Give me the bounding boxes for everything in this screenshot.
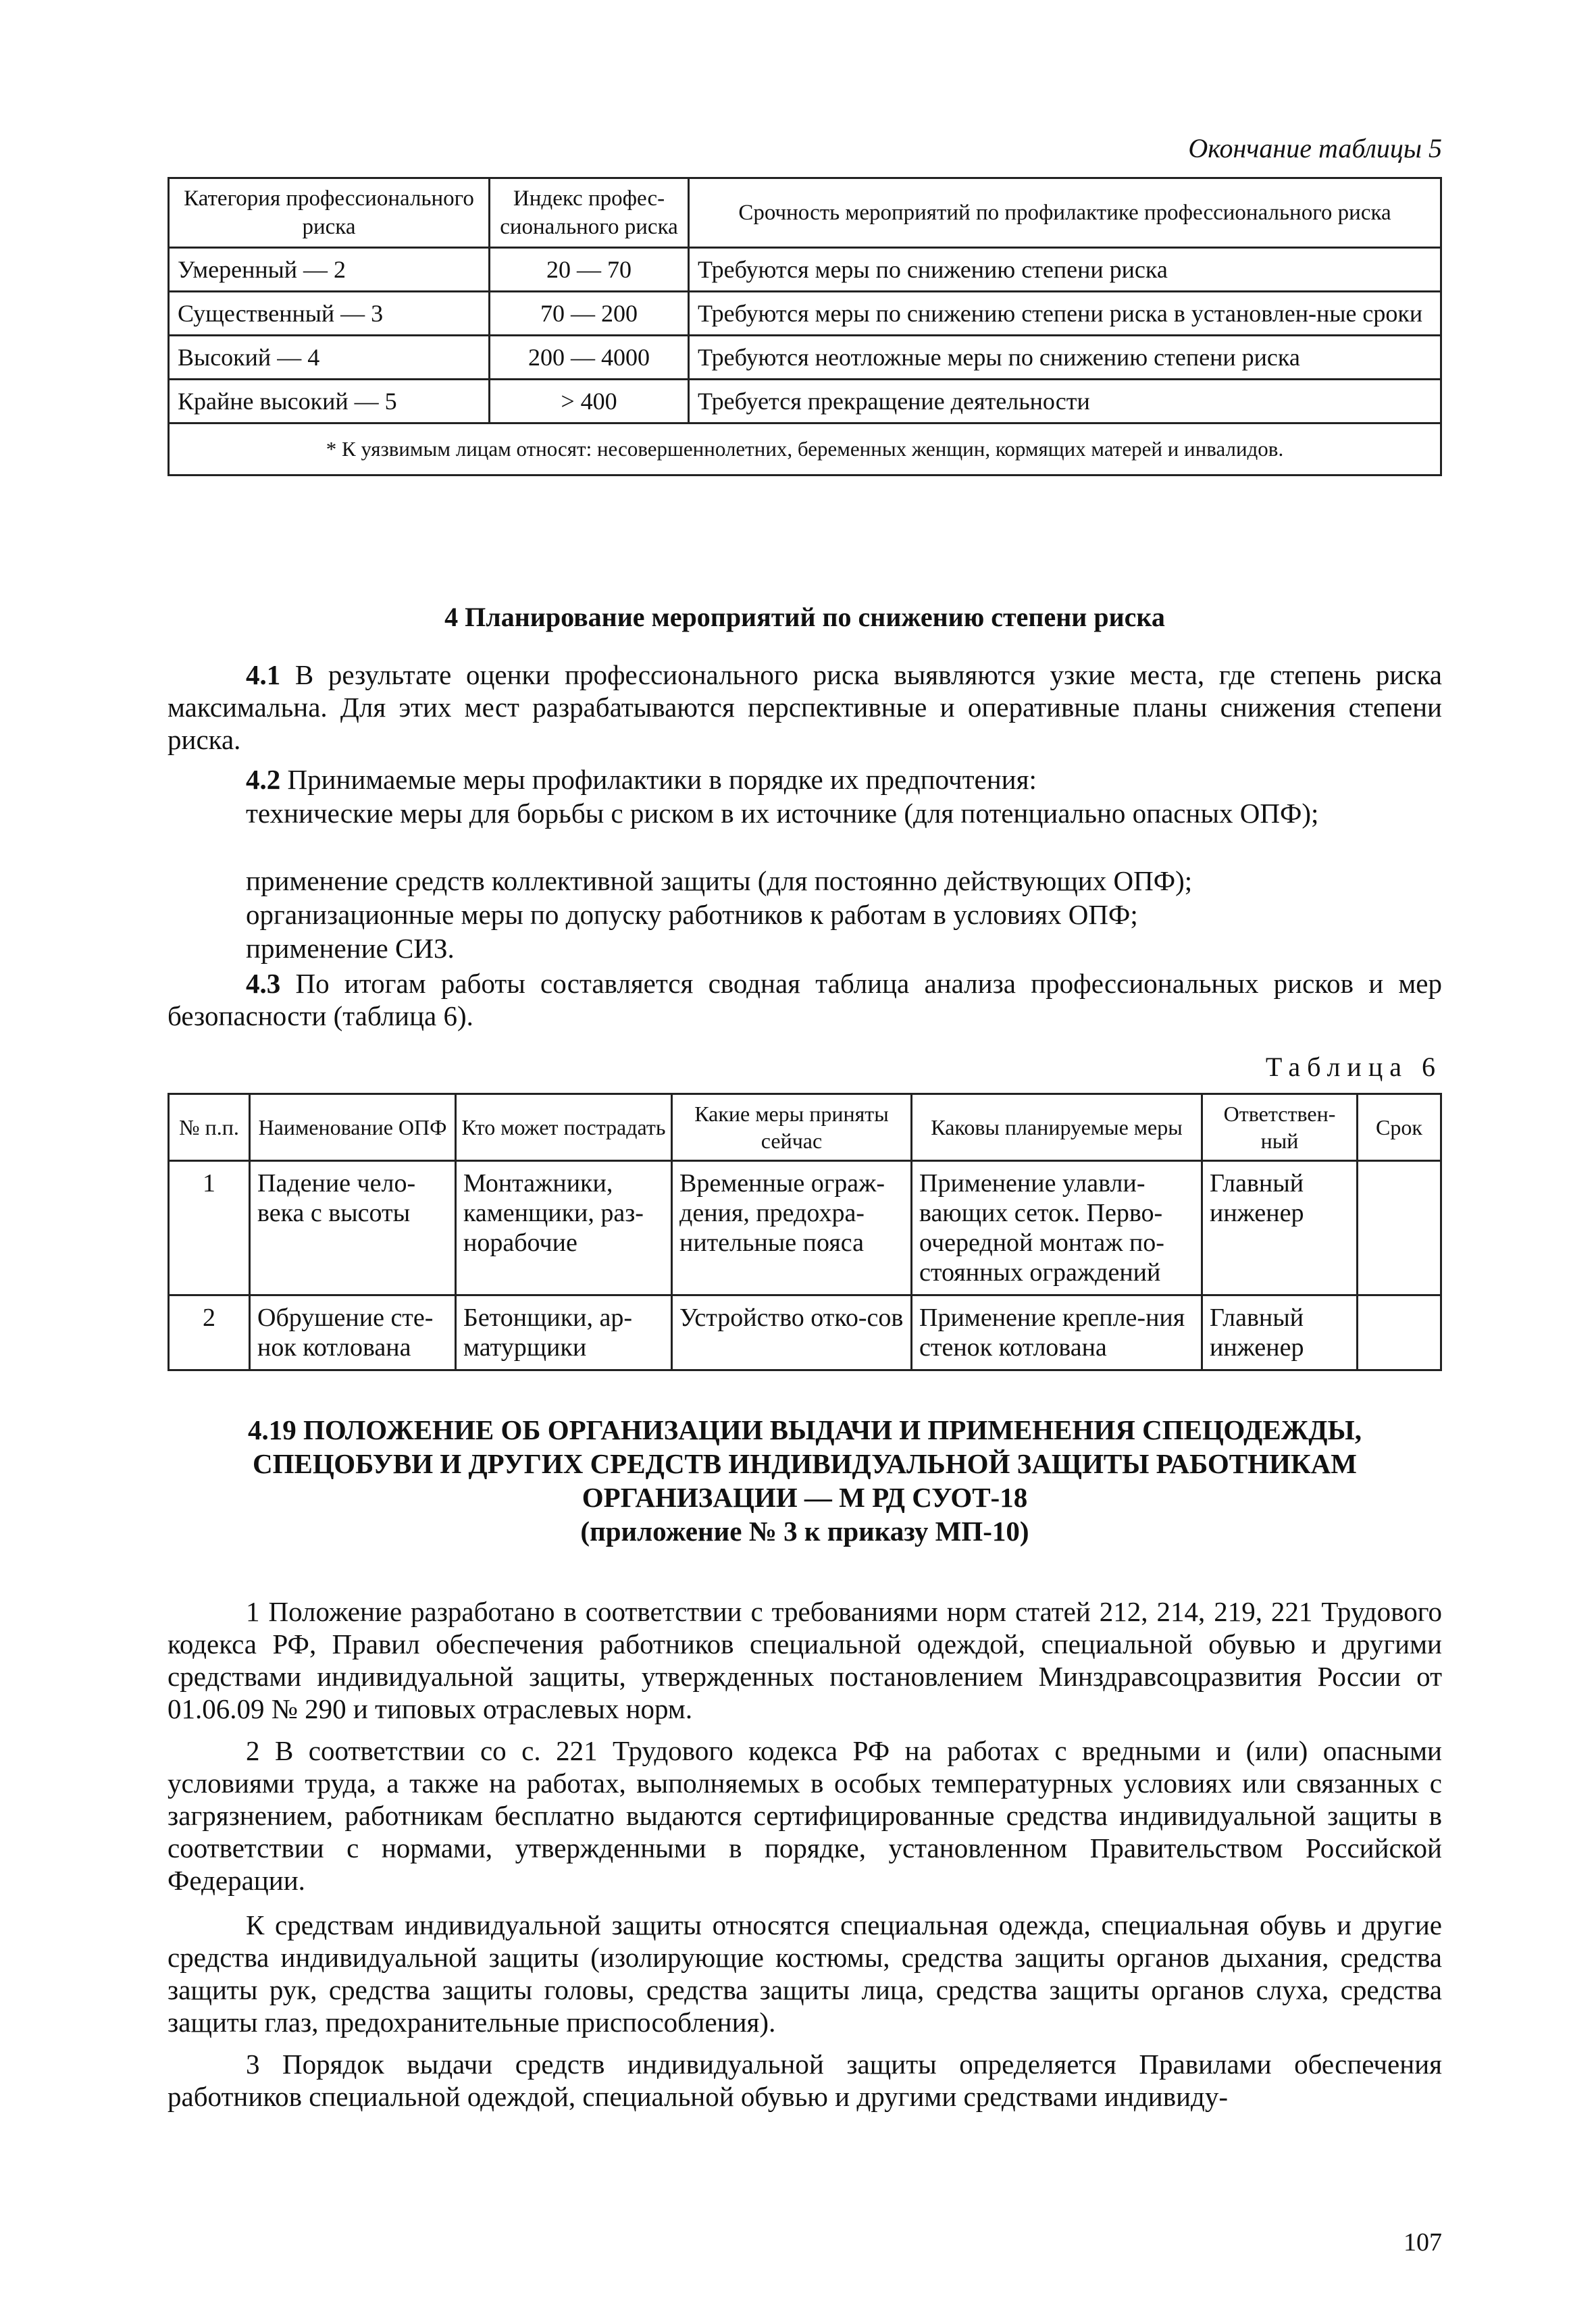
table5-header-index: Индекс профес-сионального риска <box>490 178 689 248</box>
list-item: организационные меры по допуску работников к работам в условиях ОПФ; <box>246 899 1138 930</box>
table6-cell <box>1358 1161 1441 1295</box>
list-item: применение средств коллективной защиты (для постоянно действующих ОПФ); <box>246 865 1193 896</box>
table5-header-category: Категория профессионального риска <box>169 178 490 248</box>
table-row <box>169 292 1441 336</box>
paragraph-number: 4.1 <box>246 659 281 690</box>
table6-header-term: Срок <box>1358 1094 1441 1161</box>
table6-cell: Применение крепле-ния стенок котлована <box>912 1295 1202 1370</box>
paragraph-number: 4.2 <box>246 764 281 795</box>
list-item: применение СИЗ. <box>246 933 455 964</box>
paragraph-text: В результате оценки профессионального риска выявляются узкие места, где степень риска максимальна. Для этих мест разрабатываются перспективные и оперативные планы снижения степени риска. <box>168 659 1442 755</box>
paragraph-text: Принимаемые меры профилактики в порядке их предпочтения: <box>280 764 1037 795</box>
paragraph-4-2 <box>168 763 1442 796</box>
table6-cell: 2 <box>169 1295 250 1370</box>
table6-cell: Падение чело-века с высоты <box>250 1161 456 1295</box>
table6-header-row <box>169 1094 1441 1161</box>
list-item: технические меры для борьбы с риском в их источнике (для потенциально опасных ОПФ); <box>246 798 1319 829</box>
table6-cell: 1 <box>169 1161 250 1295</box>
table6-cell: Главный инженер <box>1202 1161 1358 1295</box>
section419-heading-line: ОРГАНИЗАЦИИ — М РД СУОТ-18 <box>582 1482 1028 1513</box>
table-row <box>169 1295 1441 1370</box>
table5-cell: Требуются меры по снижению степени риска в установлен-ные сроки <box>689 292 1441 336</box>
table6-header-current-measures: Какие меры приняты сейчас <box>672 1094 912 1161</box>
table6-header-who: Кто может пострадать <box>456 1094 672 1161</box>
paragraph-4-3 <box>168 967 1442 1032</box>
section419-heading-line: (приложение № 3 к приказу МП-10) <box>580 1516 1029 1547</box>
table5-cell: Требуются меры по снижению степени риска <box>689 248 1441 292</box>
table5-cell: > 400 <box>490 380 689 423</box>
table-row <box>169 380 1441 423</box>
table6-label: Таблица 6 <box>1265 1052 1442 1082</box>
paragraph-1: 1 Положение разработано в соответствии с требованиями норм статей 212, 214, 219, 221 Трудового кодекса РФ, Правил обеспечения работников специальной одеждой, специальной обувью и другими средствами индивидуальной защиты, утвержденных постановлением Минздравсоцразвития России от 01.06.09 № 290 и типовых отраслевых норм. <box>168 1596 1442 1724</box>
table5-continuation-title: Окончание таблицы 5 <box>1188 133 1442 163</box>
table6-header-planned-measures: Каковы планируемые меры <box>912 1094 1202 1161</box>
page-number: 107 <box>1404 2228 1442 2257</box>
paragraph-4-1 <box>168 659 1442 756</box>
table6-cell: Временные ограж-дения, предохра-нительные пояса <box>672 1161 912 1295</box>
section419-heading-line: СПЕЦОБУВИ И ДРУГИХ СРЕДСТВ ИНДИВИДУАЛЬНОЙ ЗАЩИТЫ РАБОТНИКАМ <box>253 1448 1357 1479</box>
table6-header-responsible: Ответствен-ный <box>1202 1094 1358 1161</box>
table5-footnote: * К уязвимым лицам относят: несовершеннолетних, беременных женщин, кормящих матерей и инвалидов. <box>169 423 1441 475</box>
table5-header-urgency: Срочность мероприятий по профилактике профессионального риска <box>689 178 1441 248</box>
table5-cell: Умеренный — 2 <box>169 248 490 292</box>
table5-cell: Требуются неотложные меры по снижению степени риска <box>689 336 1441 380</box>
paragraph-text: По итогам работы составляется сводная таблица анализа профессиональных рисков и мер безопасности (таблица 6). <box>168 968 1442 1031</box>
table5-cell: Существенный — 3 <box>169 292 490 336</box>
table5-cell: Крайне высокий — 5 <box>169 380 490 423</box>
table6-cell: Применение улавли-вающих сеток. Перво-очередной монтаж по-стоянных ограждений <box>912 1161 1202 1295</box>
table6-cell <box>1358 1295 1441 1370</box>
table5-cell: 70 — 200 <box>490 292 689 336</box>
section419-heading-line: 4.19 ПОЛОЖЕНИЕ ОБ ОРГАНИЗАЦИИ ВЫДАЧИ И ПРИМЕНЕНИЯ СПЕЦОДЕЖДЫ, <box>248 1414 1362 1445</box>
table-row <box>169 1161 1441 1295</box>
table-row <box>169 336 1441 380</box>
table6-cell: Устройство отко-сов <box>672 1295 912 1370</box>
table6-header-hazard: Наименование ОПФ <box>250 1094 456 1161</box>
table5-header-row <box>169 178 1441 248</box>
section419-heading <box>168 1413 1442 1548</box>
paragraph-3: К средствам индивидуальной защиты относятся специальная одежда, специальная обувь и другие средства индивидуальной защиты (изолирующие костюмы, средства защиты органов дыхания, средства защиты рук, средства защиты головы, средства защиты лица, средства защиты органов слуха, средства защиты глаз, предохранительные приспособления). <box>168 1909 1442 2038</box>
table6-cell: Обрушение сте-нок котлована <box>250 1295 456 1370</box>
table5-cell: 20 — 70 <box>490 248 689 292</box>
paragraph-4: 3 Порядок выдачи средств индивидуальной защиты определяется Правилами обеспечения работников специальной одеждой, специальной обувью и другими средствами индивиду- <box>168 2049 1442 2112</box>
table6-header-number: № п.п. <box>169 1094 250 1161</box>
table5-cell: 200 — 4000 <box>490 336 689 380</box>
table-row <box>169 248 1441 292</box>
section4-heading: 4 Планирование мероприятий по снижению степени риска <box>444 602 1165 632</box>
table6-cell: Монтажники, каменщики, раз-норабочие <box>456 1161 672 1295</box>
paragraph-2: 2 В соответствии со с. 221 Трудового кодекса РФ на работах с вредными и (или) опасными условиями труда, а также на работах, выполняемых в особых температурных условиях или связанных с загрязнением, работникам бесплатно выдаются сертифицированные средства индивидуальной защиты в соответствии с нормами, утвержденными в порядке, установленном Правительством Российской Федерации. <box>168 1735 1442 1896</box>
table5-note-row <box>169 423 1441 475</box>
table6 <box>168 1093 1442 1371</box>
table6-cell: Главный инженер <box>1202 1295 1358 1370</box>
table5-cell: Высокий — 4 <box>169 336 490 380</box>
table6-cell: Бетонщики, ар-матурщики <box>456 1295 672 1370</box>
table5-cell: Требуется прекращение деятельности <box>689 380 1441 423</box>
paragraph-number: 4.3 <box>246 968 281 999</box>
table5 <box>168 177 1442 476</box>
